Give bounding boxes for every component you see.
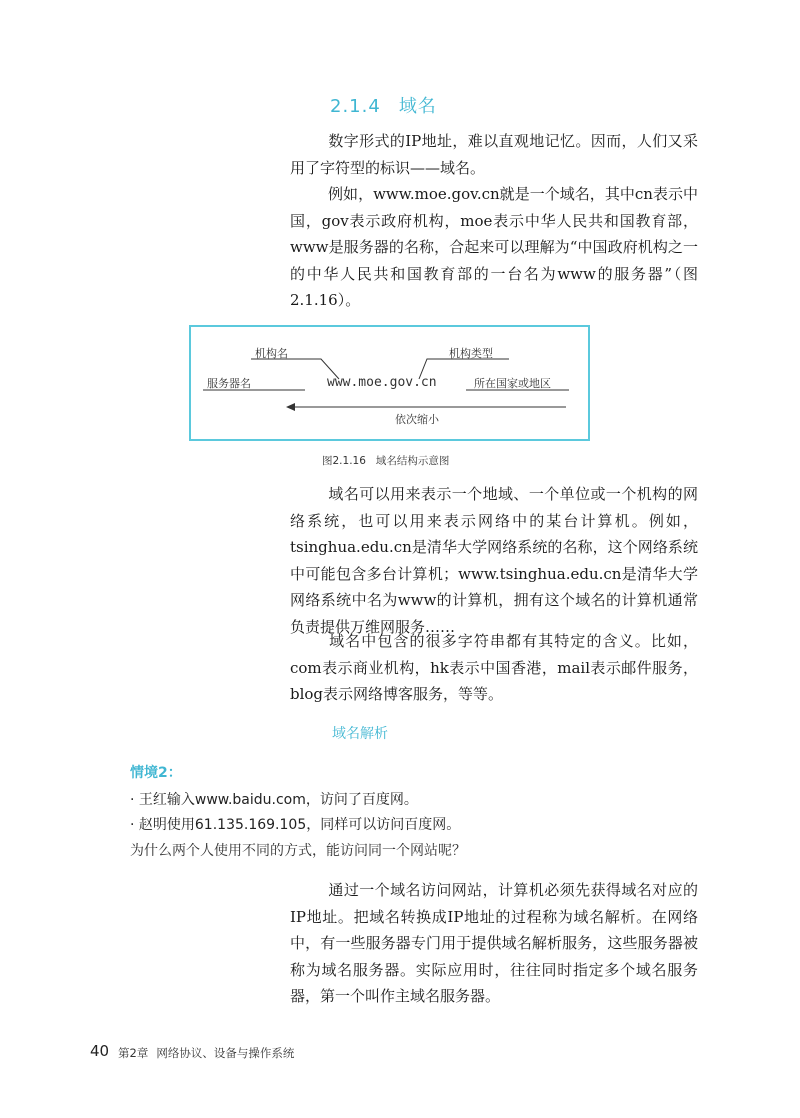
section-title: 域名 [398,96,437,117]
subsection-heading: 域名解析 [332,726,388,742]
paragraph-3 [290,481,698,640]
paragraph-3-text: 域名可以用来表示一个地域、一个单位或一个机构的网络系统，也可以用来表示网络中的某台计算机。例如，tsinghua.edu.cn是清华大学网络系统的名称，这个网络系统中可能包含多台计算机；www.tsinghua.edu.cn是清华大学网络系统中名为www的计算机，拥有这个域名的计算机通常负责提供万维网服务…… [290,485,698,636]
label-country: 所在国家或地区 [474,377,551,390]
page-number: 40 [90,1042,110,1060]
paragraph-4-text: 域名中包含的很多字符串都有其特定的含义。比如，com表示商业机构，hk表示中国香港，mail表示邮件服务，blog表示网络博客服务，等等。 [290,632,698,703]
label-org-name: 机构名 [255,347,288,360]
paragraph-2-text: 例如，www.moe.gov.cn就是一个域名，其中cn表示中国，gov表示政府机构，moe表示中华人民共和国教育部，www是服务器的名称，合起来可以理解为“中国政府机构之一的中华人民共和国教育部的一台名为www的服务器”（图2.1.16）。 [290,185,698,309]
chapter-number: 第2章 [118,1046,149,1060]
chapter-footer [118,1045,294,1061]
paragraph-5-text: 通过一个域名访问网站，计算机必须先获得域名对应的IP地址。把域名转换成IP地址的过程称为域名解析。在网络中，有一些服务器专门用于提供域名解析服务，这些服务器被称为域名服务器。实际应用时，往往同时指定多个域名服务器，第一个叫作主域名服务器。 [290,881,698,1005]
paragraph-1 [290,128,698,181]
org-name-leader [251,359,339,379]
paragraph-5 [290,877,698,1010]
scenario-question: 为什么两个人使用不同的方式，能访问同一个网站呢？ [130,843,466,859]
label-server-name: 服务器名 [207,377,251,390]
narrowing-arrowhead [286,403,295,411]
label-org-type: 机构类型 [449,347,493,360]
section-heading [330,92,437,118]
paragraph-1-text: 数字形式的IP地址，难以直观地记忆。因而，人们又采用了字符型的标识——域名。 [290,132,698,177]
domain-structure-figure [189,325,590,441]
scenario-line-1: · 王红输入www.baidu.com，访问了百度网。 [130,792,418,808]
paragraph-4 [290,628,698,708]
paragraph-2 [290,181,698,314]
figure-caption-number: 图2.1.16 [322,455,366,467]
scenario-line-2: · 赵明使用61.135.169.105，同样可以访问百度网。 [130,817,461,833]
section-number: 2.1.4 [330,96,381,117]
label-domain-example: www.moe.gov.cn [327,375,437,390]
figure-caption-text: 域名结构示意图 [375,455,450,467]
figure-caption [322,453,449,468]
label-narrowing: 依次缩小 [395,413,439,426]
chapter-title: 网络协议、设备与操作系统 [156,1046,295,1060]
scenario-title: 情境2： [130,765,182,781]
